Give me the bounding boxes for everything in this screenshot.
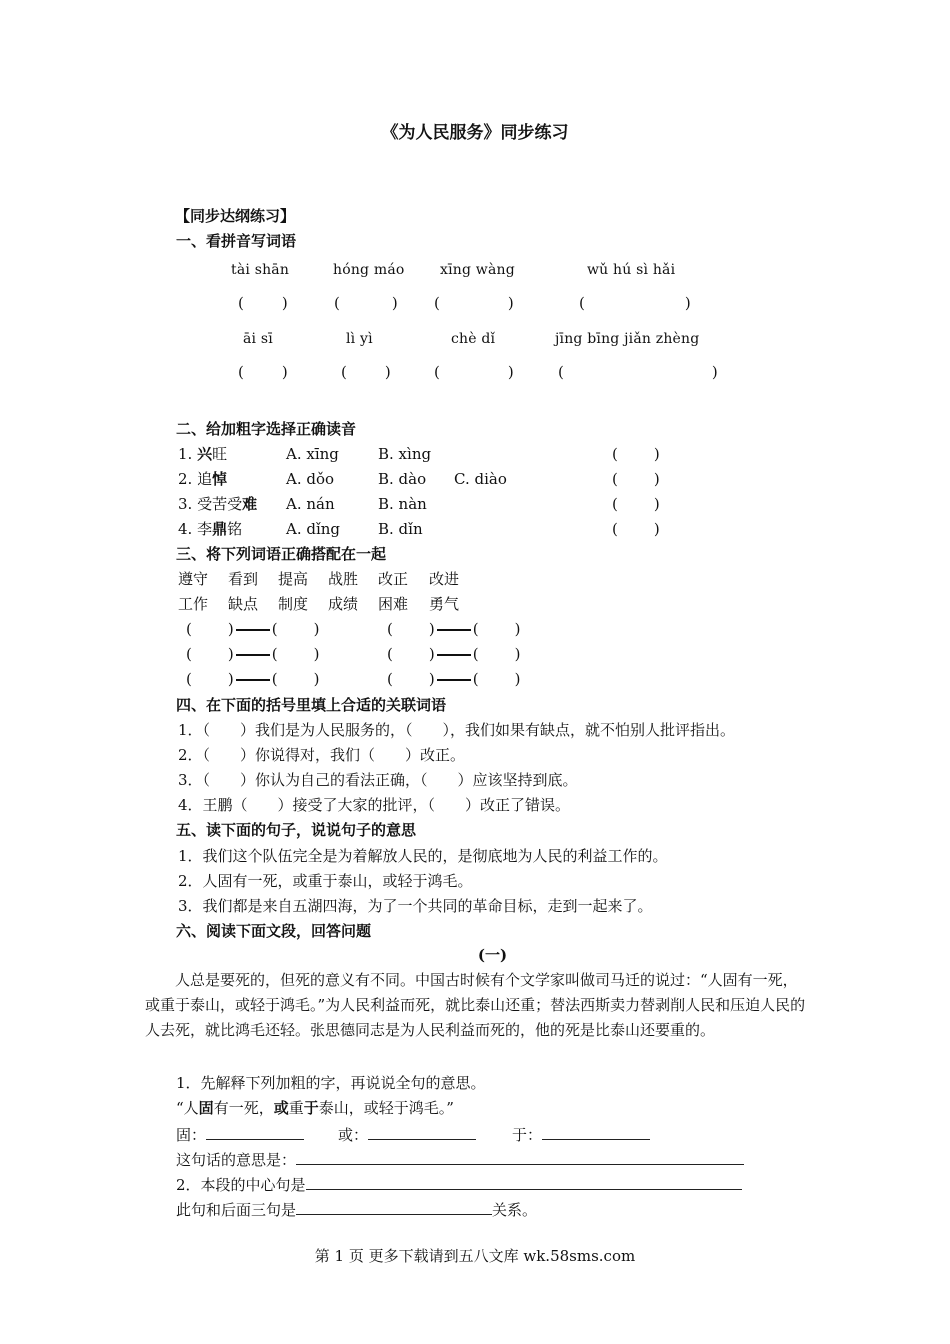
sentence: 3．我们都是来自五湖四海，为了一个共同的革命目标，走到一起来了。	[178, 897, 653, 915]
word: 缺点	[228, 595, 259, 613]
pinyin: āi sī	[243, 331, 273, 347]
fill-sentence: 1．（ ）我们是为人民服务的，（ ），我们如果有缺点，就不怕别人批评指出。	[178, 721, 736, 739]
match-pair[interactable]: ( ) ( )	[387, 620, 521, 638]
answer-blank[interactable]: ( )	[612, 495, 660, 513]
answer-line[interactable]	[368, 1124, 476, 1140]
answer-blank[interactable]: ( )	[238, 294, 288, 312]
pinyin: chè dǐ	[451, 331, 496, 347]
fill-sentence: 3．（ ）你认为自己的看法正确，（ ）应该坚持到底。	[178, 771, 578, 789]
define-yu: 于：	[512, 1124, 650, 1145]
option-a: A. dǒo	[286, 470, 335, 488]
word: 提高	[278, 570, 309, 588]
pinyin: lì yì	[346, 331, 373, 347]
fill-sentence: 2．（ ）你说得对，我们（ ）改正。	[178, 746, 466, 764]
pinyin: xīng wàng	[440, 262, 515, 278]
option-b: B. dǐn	[378, 520, 423, 538]
answer-blank[interactable]: ( )	[434, 294, 514, 312]
answer-blank[interactable]: ( )	[341, 363, 391, 381]
word: 战胜	[328, 570, 359, 588]
question-1: 1．先解释下列加粗的字，再说说全句的意思。	[176, 1074, 486, 1092]
pinyin: hóng máo	[333, 262, 405, 278]
sentence: 1．我们这个队伍完全是为着解放人民的，是彻底地为人民的利益工作的。	[178, 847, 668, 865]
answer-line[interactable]	[296, 1149, 744, 1165]
option-a: A. xīng	[286, 445, 339, 463]
s2-heading: 二、给加粗字选择正确读音	[176, 420, 357, 438]
s3-heading: 三、将下列词语正确搭配在一起	[176, 545, 387, 563]
question-2: 2．本段的中心句是	[176, 1174, 742, 1195]
word: 成绩	[328, 595, 359, 613]
word: 制度	[278, 595, 309, 613]
relation-line: 此句和后面三句是 关系。	[176, 1201, 538, 1219]
match-pair[interactable]: ( ) ( )	[387, 670, 521, 688]
match-pair[interactable]: ( ) ( )	[186, 670, 320, 688]
option-c: C. diào	[454, 470, 507, 488]
word: 改正	[378, 570, 409, 588]
define-huo: 或：	[338, 1124, 476, 1145]
quote-line: “人固有一死，或重于泰山，或轻于鸿毛。”	[176, 1099, 454, 1117]
section-header: 【同步达纲练习】	[175, 207, 296, 225]
answer-line[interactable]	[206, 1124, 304, 1140]
passage-number: (一)	[477, 946, 508, 964]
option-a: A. dǐng	[286, 520, 341, 538]
reading-question: 2. 追悼	[178, 470, 228, 488]
pinyin: wǔ hú sì hǎi	[587, 262, 676, 278]
word: 看到	[228, 570, 259, 588]
s4-heading: 四、在下面的括号里填上合适的关联词语	[176, 696, 447, 714]
word: 困难	[378, 595, 409, 613]
answer-blank[interactable]: ( )	[434, 363, 514, 381]
answer-blank[interactable]: ( )	[612, 520, 660, 538]
answer-blank[interactable]: ( )	[238, 363, 288, 381]
answer-blank[interactable]: ( )	[558, 363, 718, 381]
word: 勇气	[429, 595, 460, 613]
page-footer: 第 1 页 更多下载请到五八文库 wk.58sms.com	[314, 1247, 636, 1265]
option-b: B. xìng	[378, 445, 432, 463]
option-b: B. nàn	[378, 495, 427, 513]
meaning-line: 这句话的意思是：	[176, 1149, 744, 1170]
answer-blank[interactable]: ( )	[612, 445, 660, 463]
answer-line[interactable]	[542, 1124, 650, 1140]
answer-blank[interactable]: ( )	[334, 294, 398, 312]
define-gu: 固：	[176, 1124, 304, 1145]
fill-sentence: 4．王鹏（ ）接受了大家的批评，（ ）改正了错误。	[178, 796, 571, 814]
reading-question: 4. 李鼎铭	[178, 520, 243, 538]
word: 工作	[178, 595, 209, 613]
match-pair[interactable]: ( ) ( )	[387, 645, 521, 663]
answer-line[interactable]	[306, 1174, 742, 1190]
option-a: A. nán	[286, 495, 335, 513]
answer-blank[interactable]: ( )	[612, 470, 660, 488]
reading-question: 1. 兴旺	[178, 445, 228, 463]
reading-passage: 人总是要死的，但死的意义有不同。中国古时候有个文学家叫做司马迁的说过：“人固有一死，或重于泰山，或轻于鸿毛。”为人民利益而死，就比泰山还重；替法西斯卖力替剥削人民和压迫人民的人去死，就比鸿毛还轻。张思德同志是为人民利益而死的，他的死是比泰山还要重的。	[145, 971, 806, 1039]
match-pair[interactable]: ( ) ( )	[186, 620, 320, 638]
word: 遵守	[178, 570, 209, 588]
s1-heading: 一、看拼音写词语	[176, 232, 297, 250]
answer-blank[interactable]: ( )	[579, 294, 691, 312]
page-title: 《为人民服务》同步练习	[381, 123, 569, 143]
pinyin: tài shān	[231, 262, 290, 278]
s5-heading: 五、读下面的句子，说说句子的意思	[176, 821, 417, 839]
reading-question: 3. 受苦受难	[178, 495, 258, 513]
match-pair[interactable]: ( ) ( )	[186, 645, 320, 663]
answer-line[interactable]	[296, 1199, 492, 1215]
option-b: B. dào	[378, 470, 427, 488]
pinyin: jīng bīng jiǎn zhèng	[555, 331, 700, 347]
sentence: 2．人固有一死，或重于泰山，或轻于鸿毛。	[178, 872, 473, 890]
word: 改进	[429, 570, 460, 588]
s6-heading: 六、阅读下面文段，回答问题	[176, 922, 372, 940]
